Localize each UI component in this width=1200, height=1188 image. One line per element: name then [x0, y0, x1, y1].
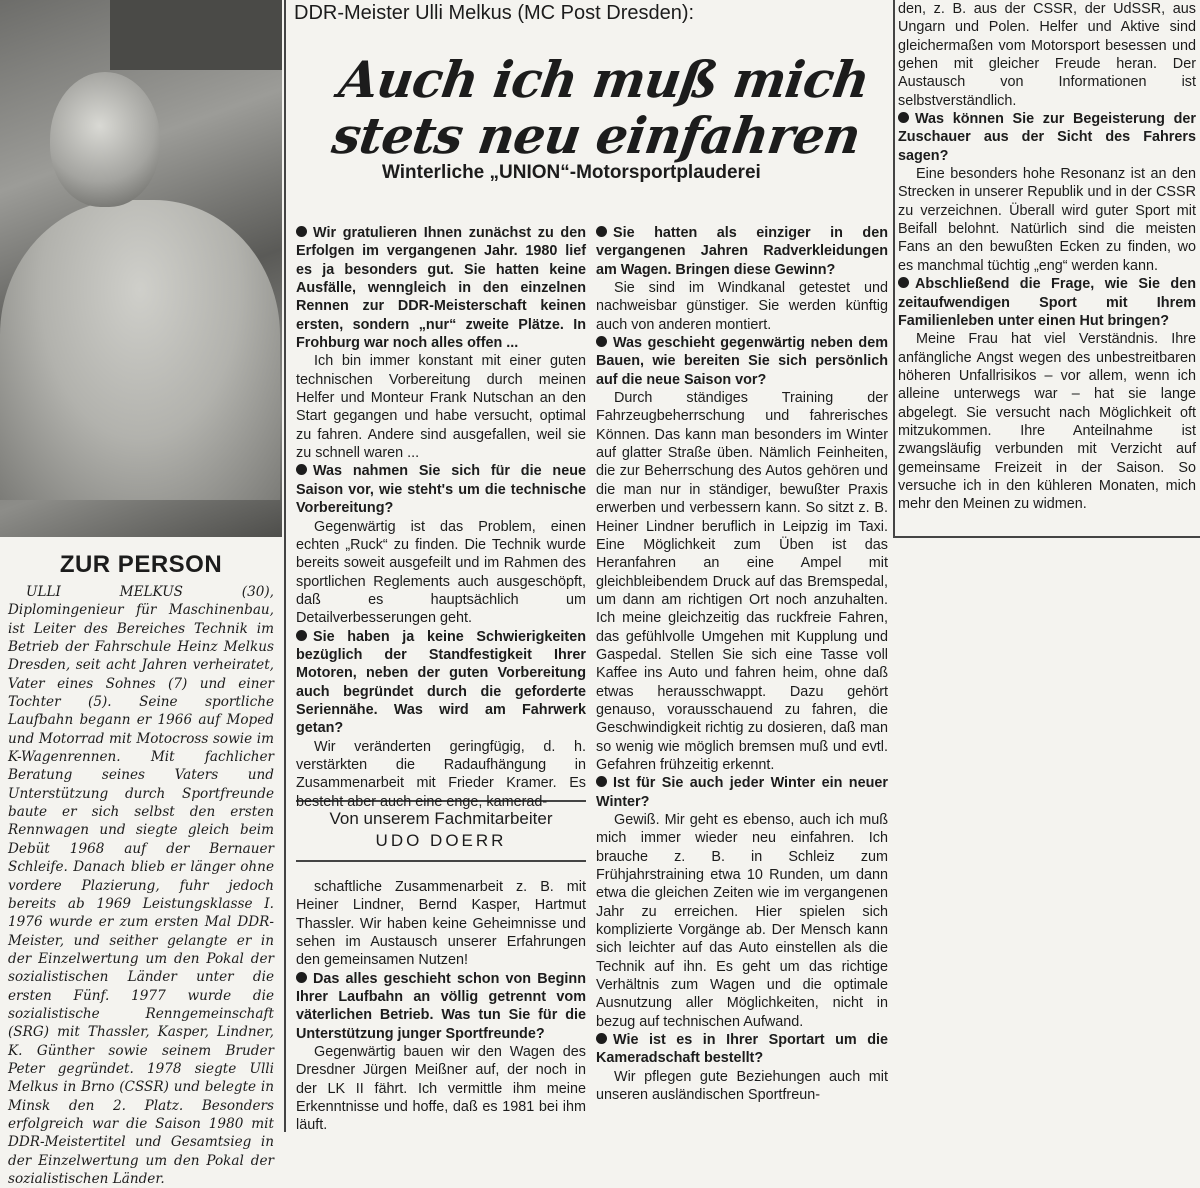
bullet-icon [596, 1033, 607, 1044]
article-column-1-continued [296, 878, 586, 1132]
paragraph-text: Wie ist es in Ihrer Sportart um die Kameradschaft bestellt? [596, 1032, 888, 1067]
portrait-photo [0, 0, 282, 537]
interview-question [296, 970, 586, 1043]
paragraph-text: Sie hatten als einziger in den vergangenen Jahren Radverkleidungen am Wagen. Bringen diese Gewinn? [596, 225, 888, 278]
bullet-icon [296, 464, 307, 475]
paragraph-text: Wir veränderten geringfügig, d. h. verstärkten die Radaufhängung in Zusammenarbeit mit Frieder Kramer. Es besteht aber auch eine enge, kamerad- [296, 738, 586, 810]
column-rule [284, 0, 286, 1132]
interview-question [596, 334, 888, 389]
paragraph-text: den, z. B. aus der CSSR, der UdSSR, aus Ungarn und Polen. Helfer und Aktive sind gleichermaßen vom Motorsport besessen und gehen mit gleicher Freude heran. Der Austausch von Informationen ist selbstverständlich. [898, 1, 1196, 109]
paragraph-text: Was geschieht gegenwärtig neben dem Bauen, wie bereiten Sie sich persönlich auf die neue Saison vor? [596, 335, 888, 388]
paragraph-text: Durch ständiges Training der Fahrzeugbeherrschung und fahrerisches Können. Das kann man besonders im Winter auf glatter Straße üben. Nämlich Feinheiten, die zur Beherrschung des Autos gehören und die man nur in ständiger, bewußter Praxis erwerben und verbessern kann. So sitzt z. B. Heiner Lindner beruflich in Leipzig im Taxi. Eine Möglichkeit zum Üben ist das Heranfahren an eine Ampel mit gleichbleibendem Druck auf das Bremspedal, um dann am richtigen Ort noch anzuhalten. Ich meine gleichzeitig das ruckfreie Fahren, das gefühlvolle Umgehen mit Kupplung und Gaspedal. Stellen Sie sich eine Tasse voll Kaffee ins Auto und fahren heim, ohne daß etwas herausschwappt. Dazu gehört genauso, vorausschauend zu fahren, die Geschwindigkeit richtig zu dosieren, daß man so wenig wie möglich bremsen muß und evtl. Gefahren frühzeitig erkennt. [596, 390, 888, 773]
bullet-icon [296, 972, 307, 983]
byline-author: UDO DOERR [375, 831, 507, 850]
interview-question [898, 110, 1196, 165]
paragraph-text: Abschließend die Frage, wie Sie den zeitaufwendigen Sport mit Ihrem Familienleben unter einen Hut bringen? [898, 276, 1196, 329]
interview-question [596, 774, 888, 811]
bullet-icon [596, 226, 607, 237]
paragraph-text: Gewiß. Mir geht es ebenso, auch ich muß mich immer wieder neu einfahren. Ich brauche z. B. in Schleiz zum Frühjahrstraining etwa 10 Runden, um dann etwa die gleichen Zeiten wie im vergangenen Jahr zu erreichen. Hier spielen sich komplizierte Vorgänge ab. Der Mensch kann sich leichter auf das Auto einstellen als die Technik auf ihn. Es geht um das richtige Verhältnis zum Wagen und die optimale Ausnutzung aller Möglichkeiten, nicht in bezug auf technischen Aufwand. [596, 812, 888, 1030]
interview-question [296, 628, 586, 738]
interview-answer [596, 1068, 888, 1105]
bullet-icon [596, 336, 607, 347]
paragraph-text: Ist für Sie auch jeder Winter ein neuer Winter? [596, 775, 888, 810]
paragraph-text: Was können Sie zur Begeisterung der Zuschauer aus der Sicht des Fahrers sagen? [898, 111, 1196, 164]
paragraph-text: Meine Frau hat viel Verständnis. Ihre anfängliche Angst wegen des unbestreitbaren höheren Unfallrisikos – vor allem, wenn ich alleine unterwegs war – hat sie lange abgelegt. Sie versucht nach Möglichkeit oft mitzukommen. Ihre Anteilnahme ist zwangsläufig verbunden mit Verzicht auf gemeinsame Freizeit in der Saison. So versuche ich in den kühleren Monaten, mich mehr den Meinen zu widmen. [898, 331, 1196, 513]
box-rule [893, 536, 1200, 538]
byline [296, 808, 586, 852]
paragraph-text: Ich bin immer konstant mit einer guten technischen Vorbereitung durch meinen Helfer und Monteur Frank Nutschan an den Start gegangen und habe versucht, optimal zu fahren. Andere sind ausgefallen, weil sie zu schnell waren ... [296, 353, 586, 462]
byline-line: Von unserem Fachmitarbeiter [329, 809, 553, 828]
paragraph-text: Wir pflegen gute Beziehungen auch mit unseren ausländischen Sportfreun- [596, 1068, 888, 1104]
interview-answer [898, 0, 1196, 110]
interview-answer [596, 389, 888, 774]
interview-question [296, 462, 586, 517]
interview-answer [296, 878, 586, 970]
interview-answer [898, 330, 1196, 513]
article-column-2 [596, 224, 888, 1132]
interview-answer [296, 738, 586, 811]
bullet-icon [596, 776, 607, 787]
bullet-icon [296, 226, 307, 237]
interview-answer [596, 279, 888, 334]
headline-line: stets neu einfahren [328, 106, 864, 165]
bullet-icon [296, 630, 307, 641]
paragraph-text: Gegenwärtig ist das Problem, einen echten „Ruck“ zu finden. Die Technik wurde bereits soweit ausgefeilt und im Rahmen des sportlichen Reglements auch ausgeschöpft, daß es hauptsächlich um Detailverbesserungen geht. [296, 518, 586, 627]
paragraph-text: Wir gratulieren Ihnen zunächst zu den Erfolgen im vergangenen Jahr. 1980 lief es ja besonders gut. Sie hatten keine Ausfälle, wenngleich in den einzelnen Rennen zur DDR-Meisterschaft keinen ersten, sondern „nur“ zweite Plätze. In Frohburg war noch alles offen ... [296, 225, 586, 352]
interview-question [596, 1031, 888, 1068]
paragraph-text: Eine besonders hohe Resonanz ist an den Strecken in unserer Republik und in der CSSR zu verzeichnen. Überall wird guter Sport mit Beifall belohnt. Natürlich sind die meisten Fans an den bewußten Ecken zu finden, wo es manchmal tüchtig „eng“ werden kann. [898, 166, 1196, 274]
paragraph-text: Gegenwärtig bauen wir den Wagen des Dresdner Jürgen Meißner auf, der noch in der LK II fährt. Ich vermittle ihm meine Erkenntnisse und hoffe, daß es 1981 bei ihm läuft. [296, 1044, 586, 1134]
bullet-icon [898, 277, 909, 288]
paragraph-text: Sie sind im Windkanal getestet und nachweisbar günstiger. Sie werden künftig auch von anderen montiert. [596, 280, 888, 333]
photo-figure-body [0, 200, 280, 500]
paragraph-text: Sie haben ja keine Schwierigkeiten bezüglich der Standfestigkeit Ihrer Motoren, neben der guten Vorbereitung auch begründet durch die geforderte Seriennähe. Was wird am Fahrwerk getan? [296, 628, 586, 737]
column-rule [893, 0, 895, 538]
interview-question [296, 224, 586, 352]
interview-answer [596, 811, 888, 1031]
subheadline: Winterliche „UNION“-Motorsportplauderei [382, 162, 761, 183]
interview-question [898, 275, 1196, 330]
headline-line: Auch ich muß mich [335, 50, 873, 109]
paragraph-text: schaftliche Zusammenarbeit z. B. mit Heiner Lindner, Bernd Kasper, Hartmut Thassler. Wir haben keine Geheimnisse und sehen im Austausch unserer Erfahrungen den gemeinsamen Nutzen! [296, 879, 586, 969]
interview-answer [898, 165, 1196, 275]
interview-answer [296, 518, 586, 628]
zur-person-text: ULLI MELKUS (30), Diplomingenieur für Maschinenbau, ist Leiter des Bereiches Technik im Betrieb der Fahrschule Heinz Melkus Dresden, seit acht Jahren verheiratet, Vater eines Sohnes (7) und einer Tochter (5). Seine sportliche Laufbahn begann er 1966 auf Moped und Motorrad mit Motocross sowie im K-Wagenrennen. Mit fachlicher Beratung seines Vaters und Unterstützung durch Sportfreunde baute er sich selbst den ersten Rennwagen und siegte gleich beim Debüt 1968 auf der Bernauer Schleife. Danach blieb er länger ohne vordere Plazierung, fuhr jedoch bereits ab 1969 Leistungsklasse I. 1976 wurde er zum ersten Mal DDR-Meister, und seither gelangte er in der Einzelwertung um den Pokal der sozialistischen Länder unter die ersten Fünf. 1977 wurde die sozialistische Renngemeinschaft (SRG) mit Thassler, Kasper, Lindner, K. Günther sowie seinem Bruder Peter gegründet. 1978 siegte Ulli Melkus in Brno (CSSR) und belegte in Minsk den 2. Platz. Besonders erfolgreich war die Saison 1980 mit DDR-Meistertitel und Gesamtsieg in der Einzelwertung um den Pokal der sozialistischen Länder. [8, 584, 274, 1187]
article-column-1 [296, 224, 586, 810]
kicker: DDR-Meister Ulli Melkus (MC Post Dresden): [294, 2, 695, 24]
interview-question [596, 224, 888, 279]
bullet-icon [898, 112, 909, 123]
headline [312, 52, 888, 164]
zur-person-box [0, 545, 282, 1188]
paragraph-text: Was nahmen Sie sich für die neue Saison vor, wie steht's um die technische Vorbereitung? [296, 463, 586, 517]
byline-rule-bottom [296, 860, 586, 862]
zur-person-title: ZUR PERSON [59, 551, 223, 578]
paragraph-text: Das alles geschieht schon von Beginn Ihrer Laufbahn an völlig getrennt vom väterlichen Betrieb. Was tun Sie für die Unterstützung junger Sportfreunde? [296, 970, 586, 1042]
photo-background-sign [110, 0, 282, 70]
interview-answer [296, 1043, 586, 1135]
interview-answer [296, 352, 586, 462]
photo-figure-head [50, 72, 160, 207]
article-column-3 [898, 0, 1196, 536]
